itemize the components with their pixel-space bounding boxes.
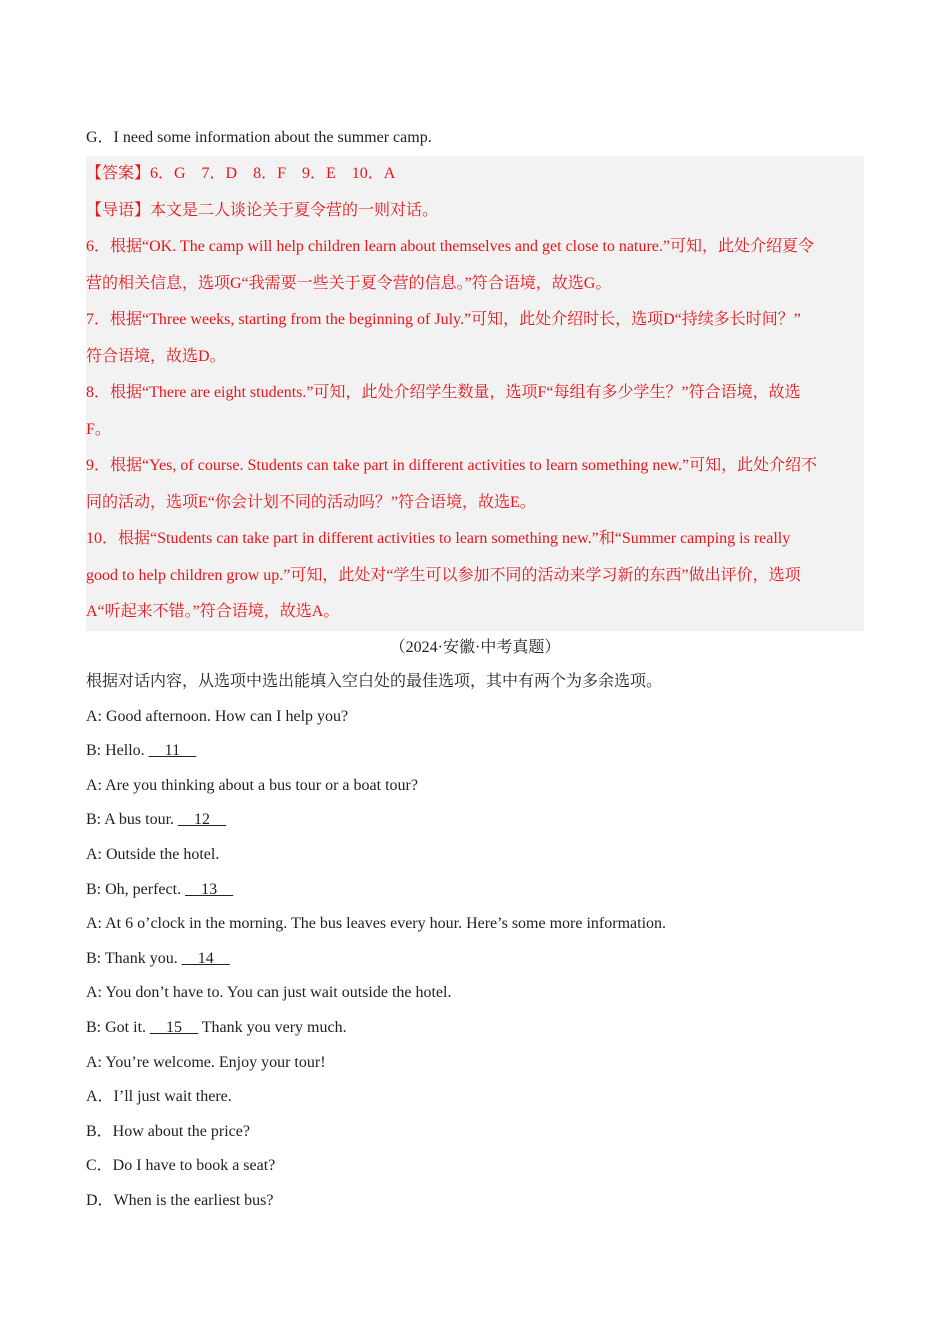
dialogue-text: B: Hello. (86, 742, 149, 760)
dialogue-line: A: Good afternoon. How can I help you? (86, 707, 349, 725)
option-g: G．I need some information about the summer camp. (86, 129, 432, 146)
blank-12: __12__ (178, 811, 227, 829)
option-a: A．I’ll just wait there. (86, 1088, 232, 1106)
dialogue-line (86, 803, 864, 838)
instruction: 根据对话内容，从选项中选出能填入空白处的最佳选项，其中有两个为多余选项。 (86, 673, 663, 691)
dialogue-line: A: Are you thinking about a bus tour or a boat tour? (86, 776, 418, 794)
source-note: （2024·安徽·中考真题） (389, 638, 561, 656)
blank-13: __13__ (185, 880, 234, 898)
dialogue-line: A: Outside the hotel. (86, 846, 220, 864)
dialogue-line (86, 942, 864, 977)
explanation-8b: F。 (86, 420, 111, 438)
dialogue-line: A: You don’t have to. You can just wait outside the hotel. (86, 984, 452, 1002)
explanation-9a: 9．根据“Yes, of course. Students can take part in different activities to learn something new.”可知，此处介绍不 (86, 457, 818, 474)
dialogue-text: Thank you very much. (198, 1019, 347, 1037)
explanation-8a: 8．根据“There are eight students.”可知，此处介绍学生数量，选项F“每组有多少学生？”符合语境，故选 (86, 384, 801, 401)
dialogue-text: B: Oh, perfect. (86, 880, 186, 898)
dialogue-line (86, 734, 864, 769)
explanation-10c: A“听起来不错。”符合语境，故选A。 (86, 603, 340, 620)
explanation-6a: 6．根据“OK. The camp will help children learn about themselves and get close to nature.”可知，此处介绍夏令 (86, 238, 814, 255)
dialogue-line (86, 873, 864, 908)
option-c: C．Do I have to book a seat? (86, 1157, 276, 1175)
option-b: B．How about the price? (86, 1122, 250, 1140)
blank-14: __14__ (181, 949, 230, 967)
explanation-6b: 营的相关信息，选项G“我需要一些关于夏令营的信息。”符合语境，故选G。 (86, 274, 612, 292)
explanation-10b: good to help children grow up.”可知，此处对“学生可以参加不同的活动来学习新的东西”做出评价，选项 (86, 566, 801, 584)
document-page (86, 120, 864, 1219)
explanation-10a: 10．根据“Students can take part in different activities to learn something new.”和“Summer camping is really (86, 530, 791, 547)
explanation-7a: 7．根据“Three weeks, starting from the beginning of July.”可知，此处介绍时长，选项D“持续多长时间？” (86, 311, 801, 328)
answer-explanation-box (86, 156, 864, 631)
dialogue-text: B: Got it. (86, 1019, 151, 1037)
dialogue-line: A: At 6 o’clock in the morning. The bus leaves every hour. Here’s some more information. (86, 915, 667, 933)
answer-intro: 【导语】本文是二人谈论关于夏令营的一则对话。 (86, 201, 439, 219)
answer-key: 【答案】6．G 7．D 8．F 9．E 10．A (86, 165, 396, 182)
blank-11: __11__ (148, 742, 197, 760)
option-d: D．When is the earliest bus? (86, 1192, 274, 1209)
dialogue-line (86, 1011, 864, 1046)
dialogue-line: A: You’re welcome. Enjoy your tour! (86, 1053, 326, 1071)
blank-15: __15__ (150, 1019, 199, 1037)
dialogue-text: B: A bus tour. (86, 811, 179, 829)
explanation-7b: 符合语境，故选D。 (86, 347, 226, 365)
explanation-9b: 同的活动，选项E“你会计划不同的活动吗？”符合语境，故选E。 (86, 493, 536, 511)
dialogue-text: B: Thank you. (86, 949, 182, 967)
